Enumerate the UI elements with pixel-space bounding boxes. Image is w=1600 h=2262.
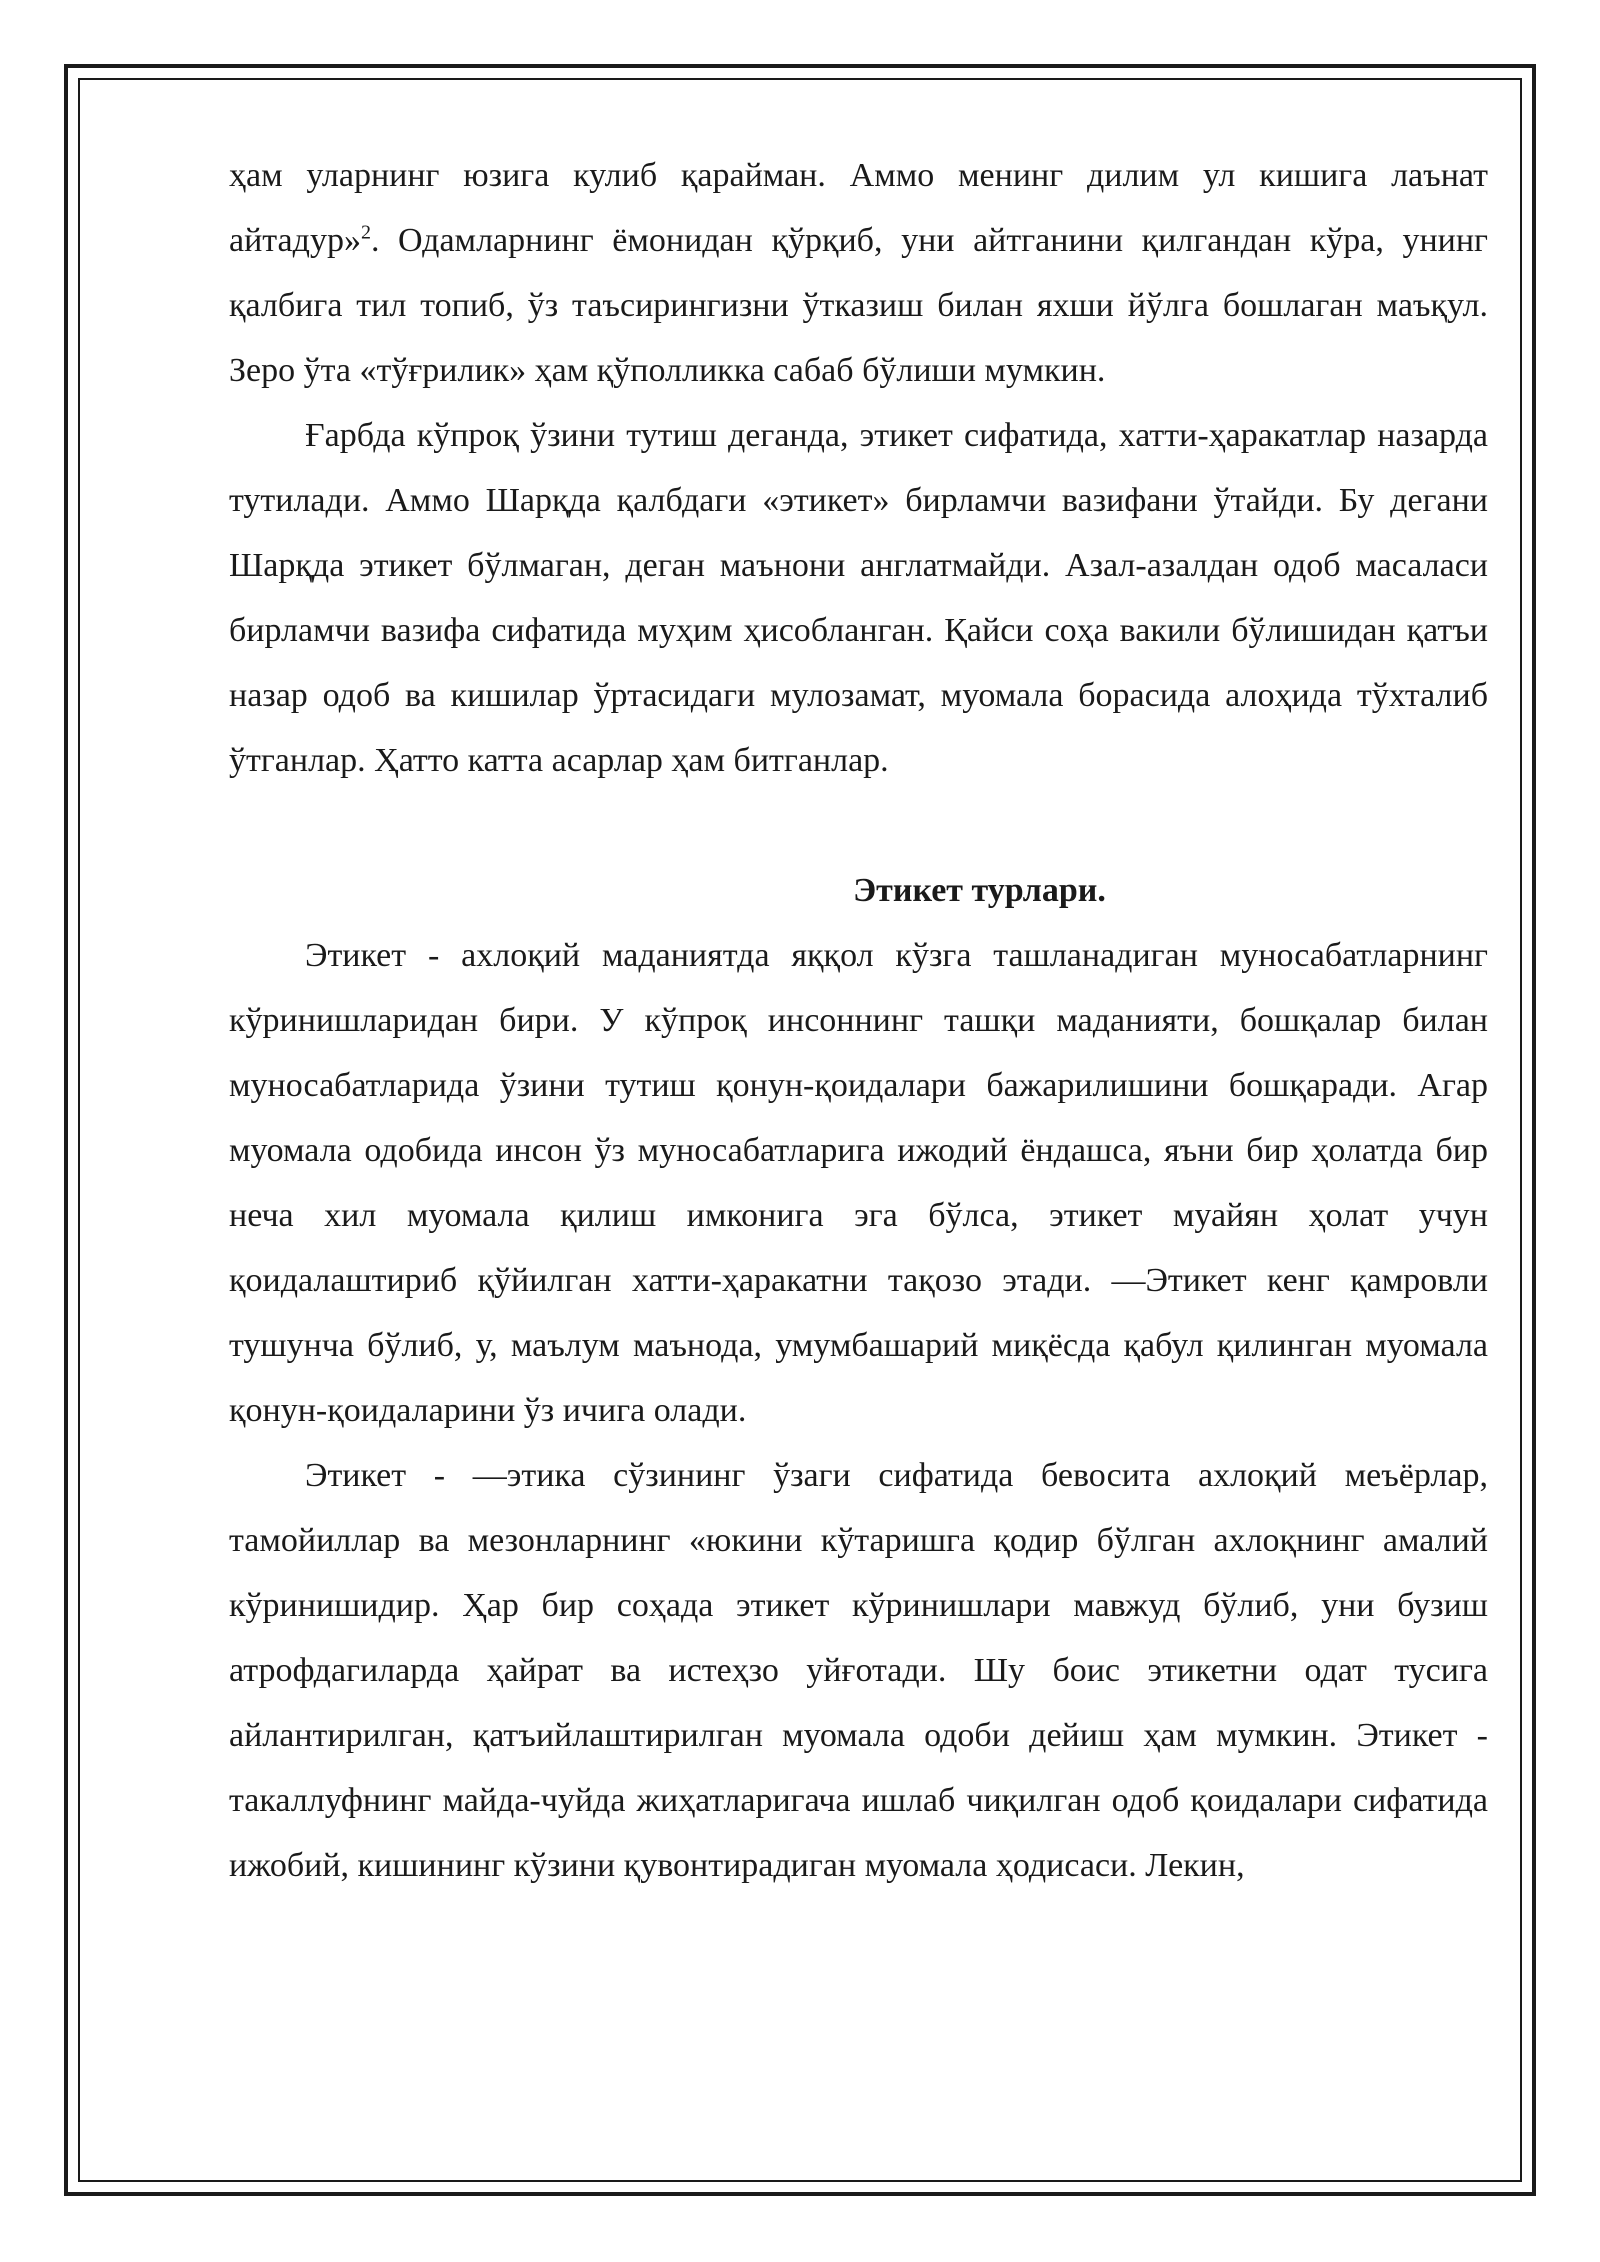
paragraph-1-text: ҳам уларнинг юзига кулиб қарайман. Аммо менинг дилим ул кишига лаънат айтадур» [229, 157, 1488, 259]
paragraph-3: Этикет - ахлоқий маданиятда яққол кўзга ташланадиган муносабатларнинг кўринишларидан бири. У кўпроқ инсоннинг ташқи маданияти, бошқалар билан муносабатларида ўзини тутиш қонун-қоидалари бажарилишини бошқаради. Агар муомала одобида инсон ўз муносабатларига ижодий ёндашса, яъни бир ҳолатда бир неча хил муомала қилиш имконига эга бўлса, этикет муайян ҳолат учун қоидалаштириб қўйилган хатти-ҳаракатни тақозо этади. ―Этикет кенг қамровли тушунча бўлиб, у, маълум маънода, умумбашарий миқёсда қабул қилинган муомала қонун-қоидаларини ўз ичига олади. [229, 937, 1488, 1429]
paragraph-1 [229, 143, 1488, 403]
paragraph-2: Ғарбда кўпроқ ўзини тутиш деганда, этикет сифатида, хатти-ҳаракатлар назарда тутилади. Аммо Шарқда қалбдаги «этикет» бирламчи вазифани ўтайди. Бу дегани Шарқда этикет бўлмаган, деган маънони англатмайди. Азал-азалдан одоб масаласи бирламчи вазифа сифатида муҳим ҳисобланган. Қайси соҳа вакили бўлишидан қатъи назар одоб ва кишилар ўртасидаги мулозамат, муомала борасида алоҳида тўхталиб ўтганлар. Ҳатто катта асарлар ҳам битганлар. [229, 417, 1488, 779]
section-heading: Этикет турлари. [853, 872, 1106, 909]
paragraph-1-rest: . Одамларнинг ёмонидан қўрқиб, уни айтганини қилгандан кўра, унинг қалбига тил топиб, ўз таъсирингизни ўтказиш билан яхши йўлга бошлаган маъқул. Зеро ўта «тўғрилик» ҳам қўполликка сабаб бўлиши мумкин. [229, 222, 1488, 389]
paragraph-4: Этикет - ―этика сўзининг ўзаги сифатида бевосита ахлоқий меъёрлар, тамойиллар ва мезонларнинг «юкини кўтаришга қодир бўлган ахлоқнинг амалий кўринишидир. Ҳар бир соҳада этикет кўринишлари мавжуд бўлиб, уни бузиш атрофдагиларда ҳайрат ва истеҳзо уйғотади. Шу боис этикетни одат тусига айлантирилган, қатъийлаштирилган муомала одоби дейиш ҳам мумкин. Этикет - такаллуфнинг майда-чуйда жиҳатларигача ишлаб чиқилган одоб қоидалари сифатида ижобий, кишининг кўзини қувонтирадиган муомала ҳодисаси. Лекин, [229, 1457, 1488, 1884]
document-body [229, 143, 1488, 1898]
footnote-marker[interactable]: 2 [360, 221, 371, 244]
section-spacer [229, 793, 1488, 858]
